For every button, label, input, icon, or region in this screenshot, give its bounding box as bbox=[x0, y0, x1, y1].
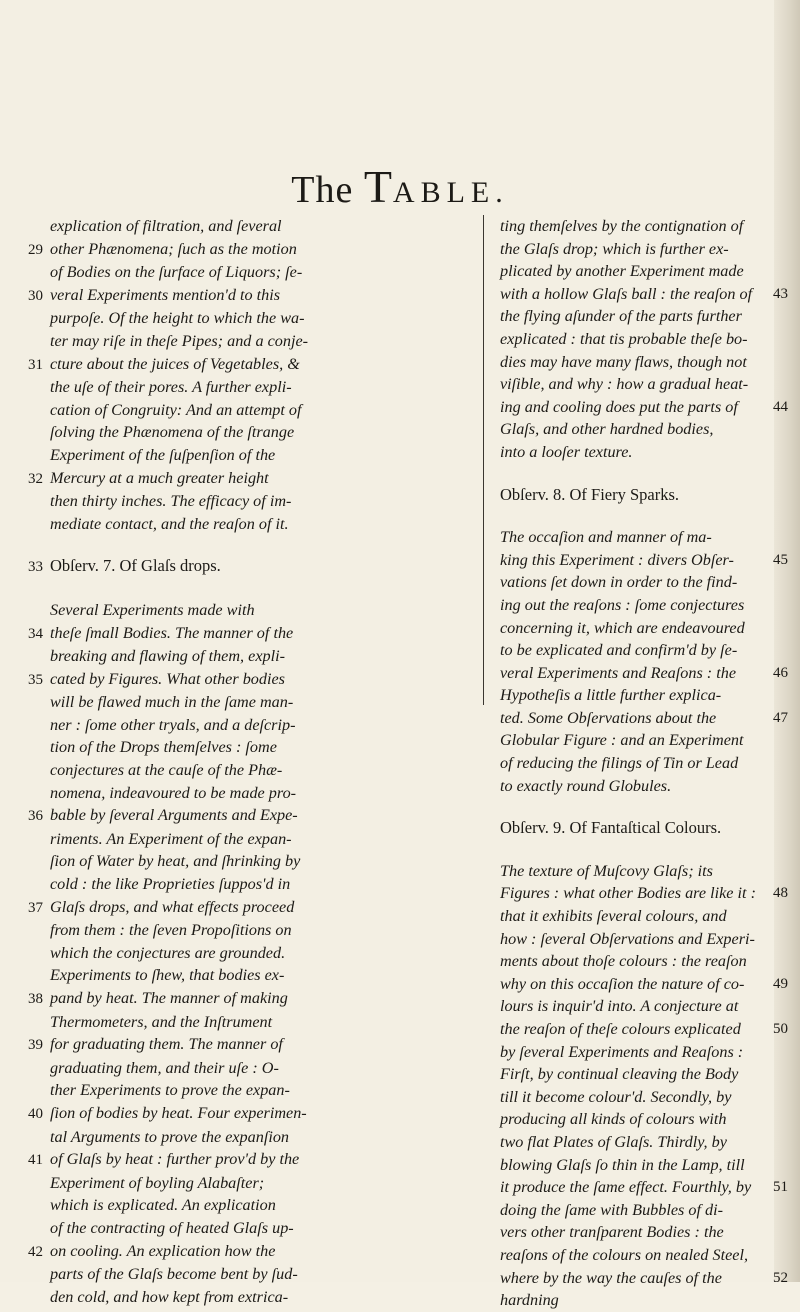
text-line bbox=[28, 804, 473, 828]
line-text: which is explicated. An explication bbox=[50, 1196, 276, 1215]
line-text: ſion of Water by heat, and ſhrinking by bbox=[50, 852, 301, 871]
page-number: 46 bbox=[773, 664, 788, 681]
page-number: 33 bbox=[28, 559, 43, 576]
text-line bbox=[28, 238, 473, 262]
text-line bbox=[500, 995, 788, 1018]
text-line bbox=[500, 238, 788, 261]
line-text: nomena, indeavoured to be made pro- bbox=[50, 783, 297, 802]
line-text: the flying aſunder of the parts further bbox=[500, 307, 742, 326]
header-the: The bbox=[291, 169, 354, 211]
text-line bbox=[500, 1176, 788, 1199]
text-line bbox=[500, 373, 788, 396]
text-line bbox=[28, 987, 473, 1011]
line-text: ting themſelves by the contignation of bbox=[500, 217, 744, 235]
line-text: ther Experiments to prove the expan- bbox=[50, 1081, 290, 1100]
text-line bbox=[28, 850, 473, 873]
line-text: on cooling. An explication how the bbox=[50, 1241, 276, 1260]
text-line bbox=[28, 353, 473, 377]
text-line bbox=[500, 1267, 788, 1290]
line-text: ner : ſome other tryals, and a deſcrip- bbox=[50, 715, 296, 734]
line-text: Experiment of boyling Alabaſter; bbox=[50, 1173, 265, 1192]
text-line bbox=[500, 882, 788, 905]
page-number: 47 bbox=[773, 709, 788, 726]
text-line bbox=[500, 571, 788, 594]
text-line bbox=[500, 1086, 788, 1109]
text-line bbox=[500, 752, 788, 775]
section-heading: Obſerv. 7. Of Glaſs drops. bbox=[50, 556, 221, 576]
page-number: 49 bbox=[773, 975, 788, 992]
text-line bbox=[28, 1033, 473, 1057]
line-text: from them : the ſeven Propoſitions on bbox=[50, 921, 292, 940]
text-line bbox=[500, 662, 788, 685]
column-divider bbox=[483, 215, 484, 705]
line-text: graduating them, and their uſe : O- bbox=[50, 1058, 279, 1077]
text-line bbox=[28, 736, 473, 759]
right-column bbox=[500, 215, 788, 1312]
line-text: other Phænomena; ſuch as the motion bbox=[50, 239, 297, 258]
text-line bbox=[500, 973, 788, 996]
page-number: 29 bbox=[28, 241, 43, 258]
text-line bbox=[28, 1263, 473, 1286]
text-line bbox=[500, 639, 788, 662]
line-text: dies may have many flaws, though not bbox=[500, 352, 747, 371]
text-line bbox=[28, 555, 473, 579]
text-line bbox=[500, 684, 788, 707]
line-text: of reducing the filings of Tin or Lead bbox=[500, 754, 739, 773]
line-text: blowing Glaſs ſo thin in the Lamp, till bbox=[500, 1155, 745, 1174]
text-line bbox=[28, 1194, 473, 1217]
page-number: 31 bbox=[28, 356, 43, 373]
text-line bbox=[500, 1244, 788, 1267]
text-line bbox=[500, 1289, 788, 1312]
line-text: mediate contact, and the reaſon of it. bbox=[50, 514, 289, 533]
text-line bbox=[500, 707, 788, 730]
line-text: cold : the like Proprieties ſuppos'd in bbox=[50, 875, 291, 894]
line-text: that it exhibits ſeveral colours, and bbox=[500, 907, 727, 926]
text-line bbox=[28, 1217, 473, 1240]
line-text: till it become colour'd. Secondly, by bbox=[500, 1087, 732, 1106]
text-line bbox=[28, 399, 473, 422]
line-text: theſe ſmall Bodies. The manner of the bbox=[50, 623, 294, 642]
page-number: 42 bbox=[28, 1243, 43, 1260]
text-line bbox=[28, 942, 473, 965]
line-text: den cold, and how kept from extrica- bbox=[50, 1287, 289, 1306]
line-text: purpoſe. Of the height to which the wa- bbox=[50, 309, 305, 328]
page-number: 51 bbox=[773, 1179, 788, 1196]
line-text: two flat Plates of Glaſs. Thirdly, by bbox=[500, 1132, 727, 1151]
line-text: king this Experiment : divers Obſer- bbox=[500, 550, 734, 569]
line-text: Experiment of the ſuſpenſion of the bbox=[50, 445, 276, 464]
header-t: T bbox=[363, 161, 393, 212]
line-text: breaking and flawing of them, expli- bbox=[50, 647, 285, 666]
line-text: hardning bbox=[500, 1291, 559, 1310]
text-line bbox=[500, 860, 788, 883]
text-line bbox=[500, 305, 788, 328]
text-line bbox=[28, 1011, 473, 1034]
line-text: lours is inquir'd into. A conjecture at bbox=[500, 997, 739, 1016]
page-number: 32 bbox=[28, 470, 43, 487]
page-number: 44 bbox=[773, 398, 788, 415]
page-number: 41 bbox=[28, 1152, 43, 1169]
text-line bbox=[500, 1108, 788, 1131]
line-text: ted. Some Obſervations about the bbox=[500, 708, 717, 727]
line-text: ing and cooling does put the parts of bbox=[500, 397, 738, 416]
line-text: of the contracting of heated Glaſs up- bbox=[50, 1218, 294, 1237]
text-line bbox=[500, 1018, 788, 1041]
line-text: vations ſet down in order to the find- bbox=[500, 573, 738, 592]
line-text: why on this occaſion the nature of co- bbox=[500, 974, 745, 993]
text-line bbox=[500, 526, 788, 549]
text-line bbox=[28, 1079, 473, 1102]
text-line bbox=[28, 964, 473, 987]
text-line bbox=[28, 896, 473, 920]
text-line bbox=[500, 594, 788, 617]
page-number: 34 bbox=[28, 625, 43, 642]
text-line bbox=[28, 873, 473, 896]
line-text: ments about thoſe colours : the reaſon bbox=[500, 952, 747, 971]
line-gap bbox=[28, 535, 473, 555]
page-number: 36 bbox=[28, 808, 43, 825]
line-text: Experiments to ſhew, that bodies ex- bbox=[50, 966, 285, 985]
line-text: the Glaſs drop; which is further ex- bbox=[500, 239, 729, 258]
line-text: veral Experiments mention'd to this bbox=[50, 285, 281, 304]
text-line bbox=[28, 919, 473, 942]
line-text: with a hollow Glaſs ball : the reaſon of bbox=[500, 284, 753, 303]
text-line bbox=[500, 905, 788, 928]
line-text: which the conjectures are grounded. bbox=[50, 943, 286, 962]
page-number: 35 bbox=[28, 671, 43, 688]
line-gap bbox=[500, 797, 788, 817]
text-line bbox=[28, 645, 473, 668]
line-text: Several Experiments made with bbox=[50, 600, 255, 619]
text-line bbox=[28, 1172, 473, 1195]
line-text: doing the ſame with Bubbles of di- bbox=[500, 1200, 724, 1219]
text-line bbox=[28, 1148, 473, 1172]
text-line bbox=[28, 599, 473, 622]
line-text: Hypotheſis a little further explica- bbox=[500, 686, 722, 705]
page-number: 45 bbox=[773, 551, 788, 568]
line-text: parts of the Glaſs become bent by ſud- bbox=[50, 1265, 298, 1284]
section-heading: Obſerv. 8. Of Fiery Sparks. bbox=[500, 484, 680, 504]
text-line bbox=[500, 441, 788, 464]
text-line bbox=[28, 421, 473, 444]
page-header bbox=[0, 160, 800, 213]
line-gap bbox=[500, 506, 788, 526]
page-number: 52 bbox=[773, 1269, 788, 1286]
line-text: Glaſs drops, and what effects proceed bbox=[50, 897, 295, 916]
text-line bbox=[28, 261, 473, 284]
line-text: concerning it, which are endeavoured bbox=[500, 618, 745, 637]
text-line bbox=[500, 328, 788, 351]
header-able: ABLE. bbox=[392, 176, 509, 209]
text-line bbox=[500, 1041, 788, 1064]
line-text: cation of Congruity: And an attempt of bbox=[50, 400, 302, 419]
line-text: into a looſer texture. bbox=[500, 442, 633, 461]
line-text: explicated : that tis probable theſe bo- bbox=[500, 329, 748, 348]
line-text: for graduating them. The manner of bbox=[50, 1035, 283, 1054]
page-number: 30 bbox=[28, 287, 43, 304]
line-text: cture about the juices of Vegetables, & bbox=[50, 354, 300, 373]
line-text: ter may riſe in theſe Pipes; and a conje- bbox=[50, 331, 309, 350]
text-line bbox=[500, 549, 788, 572]
text-line bbox=[28, 714, 473, 737]
text-line bbox=[28, 828, 473, 851]
line-text: Figures : what other Bodies are like it : bbox=[500, 884, 756, 903]
text-line bbox=[500, 1063, 788, 1086]
page-number: 50 bbox=[773, 1021, 788, 1037]
text-line bbox=[28, 307, 473, 330]
line-text: where by the way the cauſes of the bbox=[500, 1268, 722, 1287]
text-line bbox=[28, 1057, 473, 1080]
text-line bbox=[500, 617, 788, 640]
line-text: tal Arguments to prove the expanſion bbox=[50, 1127, 290, 1146]
page-number: 37 bbox=[28, 899, 43, 916]
text-line bbox=[500, 283, 788, 306]
line-text: ing out the reaſons : ſome conjectures bbox=[500, 595, 745, 614]
text-line bbox=[500, 1131, 788, 1154]
text-line bbox=[28, 215, 473, 238]
line-text: to exactly round Globules. bbox=[500, 776, 672, 795]
line-text: plicated by another Experiment made bbox=[500, 262, 744, 281]
line-text: then thirty inches. The efficacy of im- bbox=[50, 492, 292, 511]
text-line bbox=[28, 759, 473, 782]
line-text: how : ſeveral Obſervations and Experi- bbox=[500, 929, 755, 948]
page-number: 38 bbox=[28, 991, 43, 1007]
text-line bbox=[28, 284, 473, 308]
text-line bbox=[28, 1102, 473, 1126]
line-text: of Glaſs by heat : further prov'd by the bbox=[50, 1150, 300, 1169]
line-text: ſolving the Phænomena of the ſtrange bbox=[50, 423, 295, 442]
text-line bbox=[500, 1154, 788, 1177]
text-line bbox=[28, 330, 473, 353]
line-text: Mercury at a much greater height bbox=[50, 468, 269, 487]
line-text: The texture of Muſcovy Glaſs; its bbox=[500, 861, 713, 880]
line-text: explication of filtration, and ſeveral bbox=[50, 217, 282, 235]
text-line bbox=[28, 490, 473, 513]
line-text: Globular Figure : and an Experiment bbox=[500, 731, 744, 750]
line-text: bable by ſeveral Arguments and Expe- bbox=[50, 806, 298, 825]
line-text: pand by heat. The manner of making bbox=[50, 989, 288, 1007]
page-number: 48 bbox=[773, 885, 788, 902]
page-number: 40 bbox=[28, 1105, 43, 1122]
text-line bbox=[500, 1199, 788, 1222]
text-line bbox=[28, 782, 473, 805]
line-text: it produce the ſame effect. Fourthly, by bbox=[500, 1178, 752, 1197]
text-line bbox=[500, 418, 788, 441]
line-text: to be explicated and confirm'd by ſe- bbox=[500, 641, 738, 660]
line-text: by ſeveral Experiments and Reaſons : bbox=[500, 1042, 744, 1061]
text-line bbox=[500, 484, 788, 507]
text-line bbox=[500, 950, 788, 973]
text-line bbox=[500, 396, 788, 419]
text-line bbox=[500, 351, 788, 374]
line-gap bbox=[500, 464, 788, 484]
line-text: of Bodies on the ſurface of Liquors; ſe- bbox=[50, 263, 303, 282]
line-text: will be flawed much in the ſame man- bbox=[50, 693, 294, 712]
line-text: The occaſion and manner of ma- bbox=[500, 528, 712, 547]
line-text: the reaſon of theſe colours explicated bbox=[500, 1020, 741, 1038]
line-text: reaſons of the colours on nealed Steel, bbox=[500, 1245, 749, 1264]
line-text: Thermometers, and the Inſtrument bbox=[50, 1012, 273, 1031]
line-text: tion of the Drops themſelves : ſome bbox=[50, 738, 277, 757]
line-gap bbox=[28, 579, 473, 599]
text-line bbox=[500, 215, 788, 238]
text-line bbox=[500, 928, 788, 951]
line-text: Firſt, by continual cleaving the Body bbox=[500, 1065, 739, 1084]
text-line bbox=[28, 668, 473, 692]
text-line bbox=[28, 1240, 473, 1264]
page-number: 43 bbox=[773, 285, 788, 302]
text-line bbox=[28, 513, 473, 536]
page-number: 39 bbox=[28, 1037, 43, 1054]
text-line bbox=[28, 622, 473, 646]
text-line bbox=[28, 1126, 473, 1149]
text-line bbox=[28, 376, 473, 399]
text-line bbox=[28, 444, 473, 467]
text-line bbox=[500, 260, 788, 283]
line-text: Glaſs, and other hardned bodies, bbox=[500, 420, 714, 439]
text-line bbox=[28, 691, 473, 714]
text-line bbox=[28, 467, 473, 491]
left-column bbox=[28, 215, 473, 1308]
line-text: producing all kinds of colours with bbox=[500, 1110, 727, 1129]
text-line bbox=[28, 1286, 473, 1309]
line-text: ſion of bodies by heat. Four experimen- bbox=[50, 1103, 307, 1122]
line-text: conjectures at the cauſe of the Phæ- bbox=[50, 761, 283, 780]
line-text: cated by Figures. What other bodies bbox=[50, 669, 285, 688]
section-heading: Obſerv. 9. Of Fantaſtical Colours. bbox=[500, 818, 722, 838]
line-text: vers other tranſparent Bodies : the bbox=[500, 1223, 724, 1242]
text-line bbox=[500, 729, 788, 752]
line-text: the uſe of their pores. A further expli- bbox=[50, 378, 292, 397]
text-line bbox=[500, 775, 788, 798]
line-text: viſible, and why : how a gradual heat- bbox=[500, 375, 749, 394]
line-text: veral Experiments and Reaſons : the bbox=[500, 663, 737, 682]
text-line bbox=[500, 1221, 788, 1244]
line-text: riments. An Experiment of the expan- bbox=[50, 829, 292, 848]
line-gap bbox=[500, 840, 788, 860]
text-line bbox=[500, 817, 788, 840]
